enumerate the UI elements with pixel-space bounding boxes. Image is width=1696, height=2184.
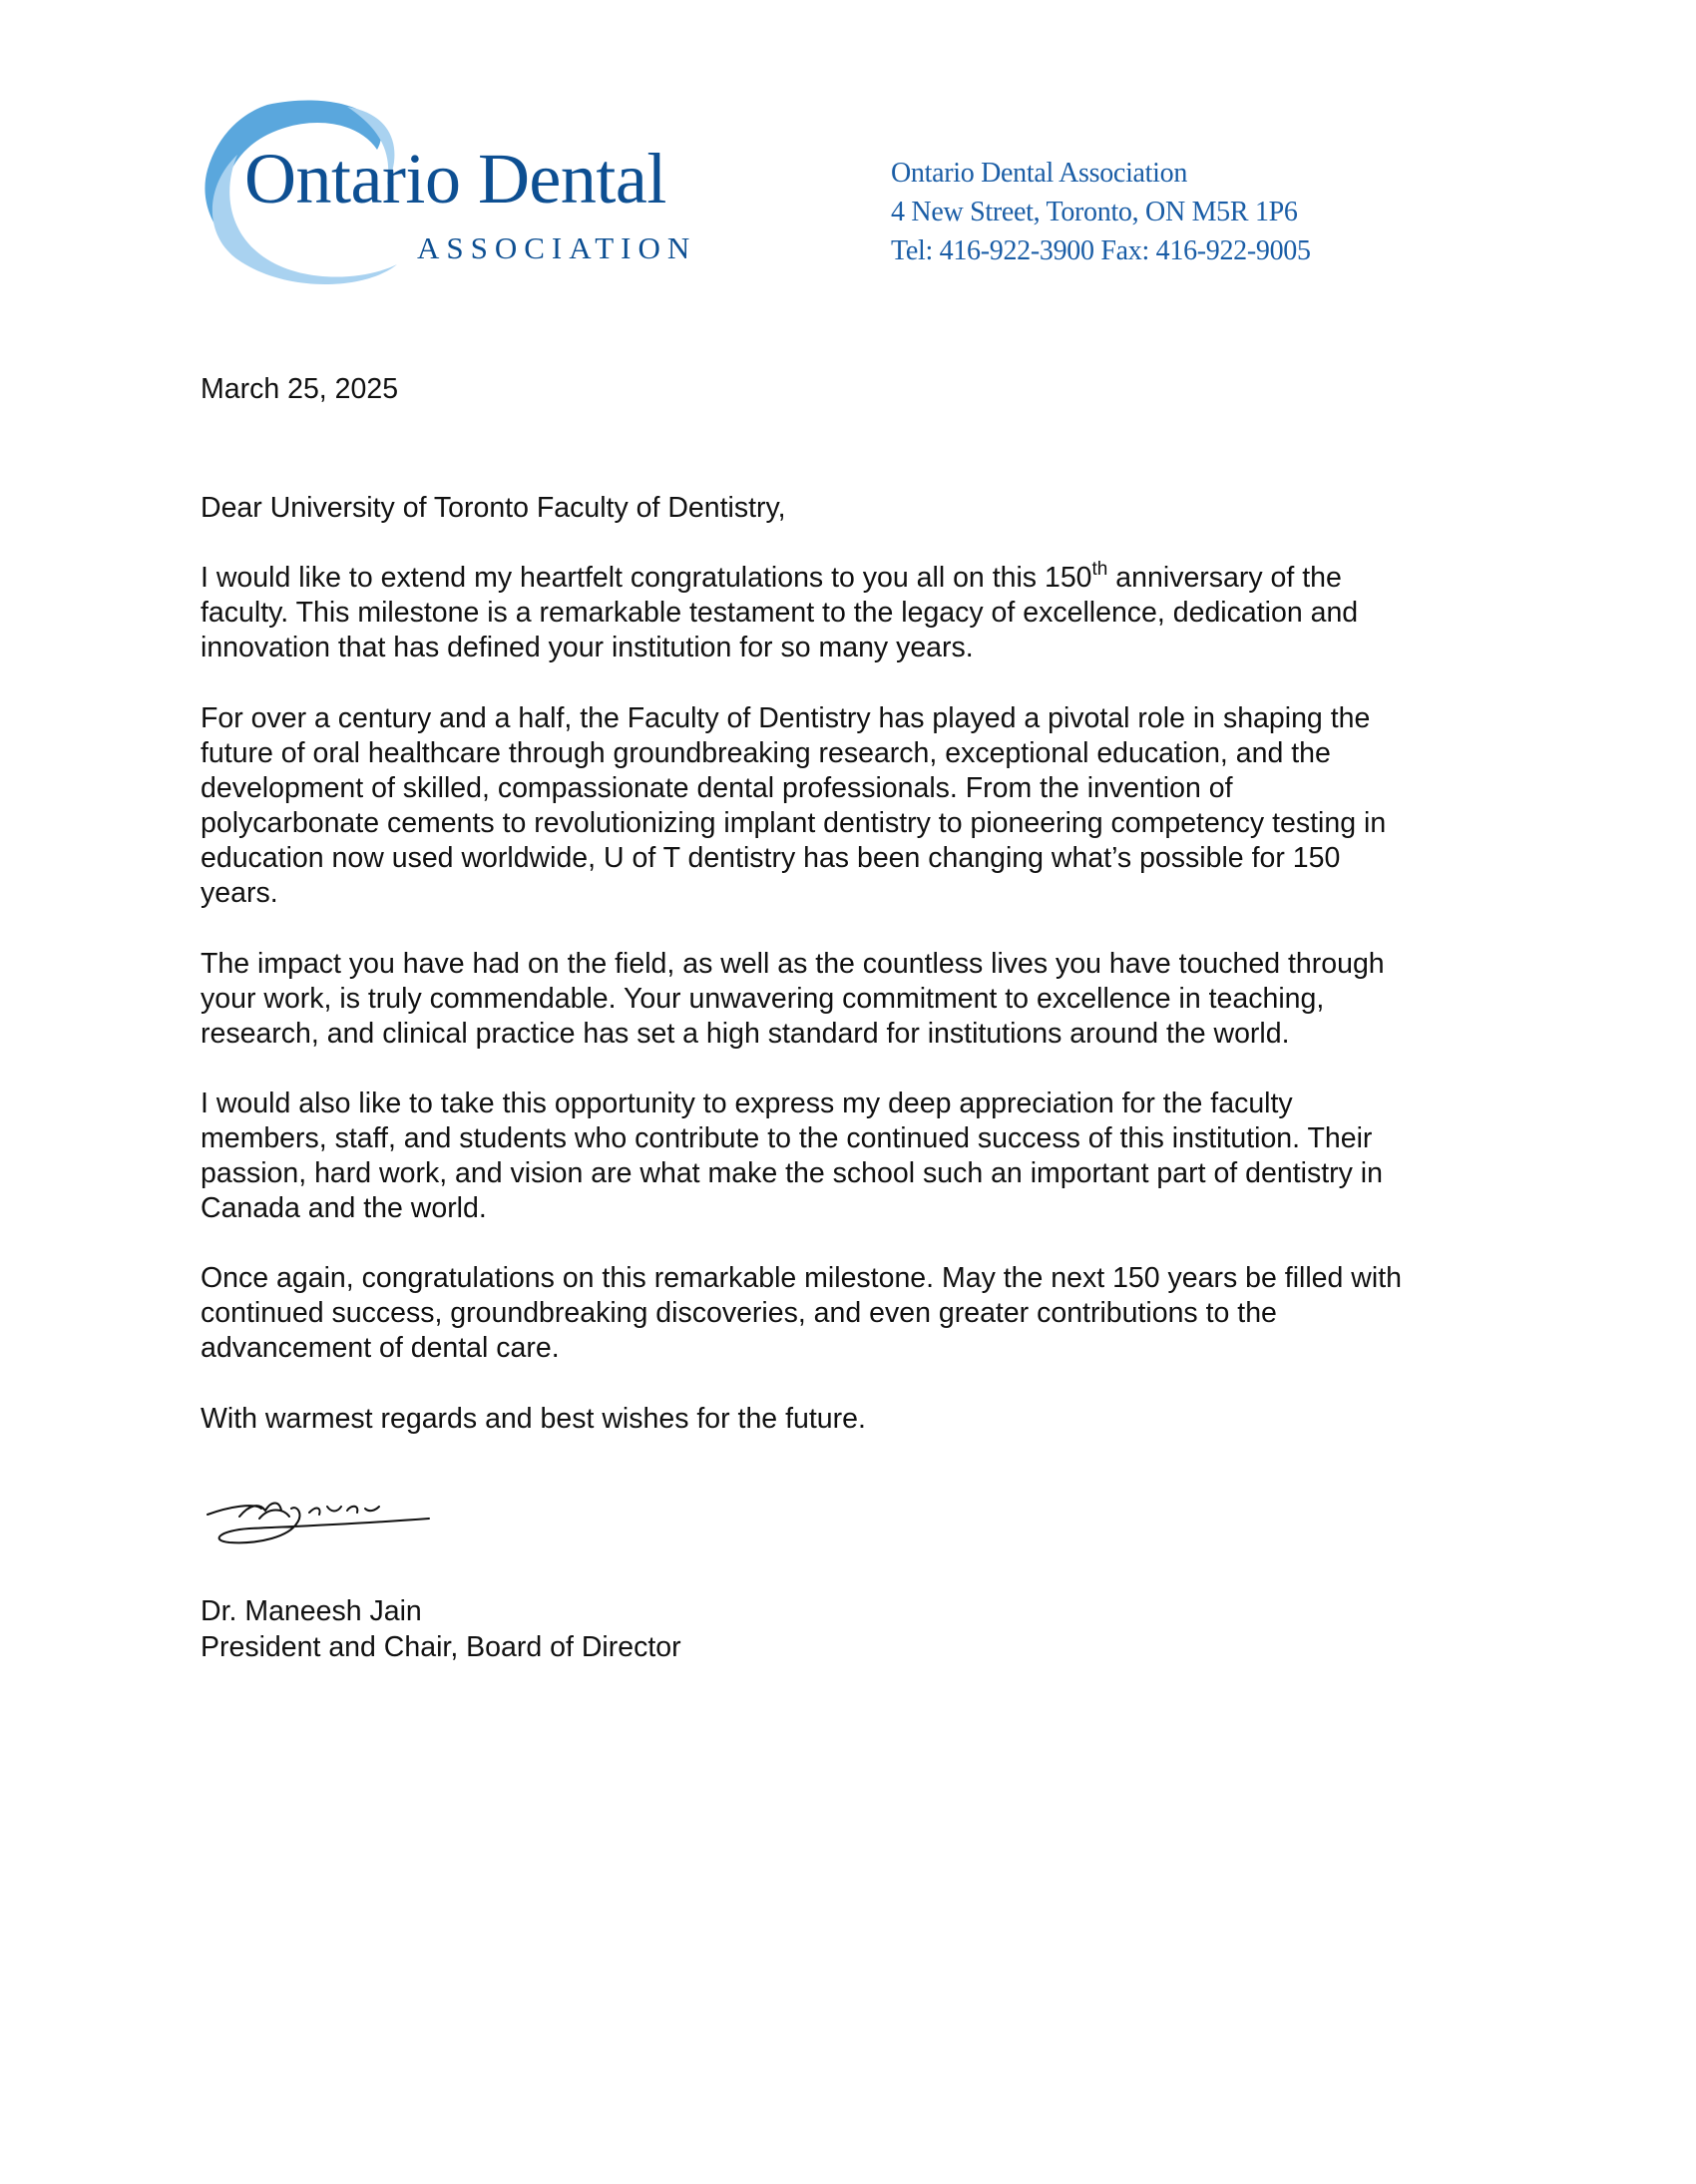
closing-line: With warmest regards and best wishes for the future. bbox=[201, 1403, 866, 1435]
text-after-superscript: anniversary of the bbox=[1107, 562, 1342, 594]
street-address: 4 New Street, Toronto, ON M5R 1P6 bbox=[891, 197, 1298, 227]
signer-name: Dr. Maneesh Jain bbox=[201, 1595, 422, 1627]
letterhead bbox=[0, 0, 1696, 299]
paragraph-line: passion, hard work, and vision are what make the school such an important part of dentistry in bbox=[201, 1157, 1383, 1189]
logo-subtitle: ASSOCIATION bbox=[417, 230, 697, 265]
paragraph-line: Once again, congratulations on this remarkable milestone. May the next 150 years be filled with bbox=[201, 1262, 1402, 1294]
handwritten-signature bbox=[200, 1487, 439, 1556]
paragraph-4 bbox=[201, 1087, 1517, 1226]
signer-block bbox=[201, 1593, 681, 1665]
signer-title: President and Chair, Board of Director bbox=[201, 1631, 681, 1663]
salutation: Dear University of Toronto Faculty of Dentistry, bbox=[201, 492, 786, 524]
paragraph-line: continued success, groundbreaking discoveries, and even greater contributions to the bbox=[201, 1297, 1277, 1329]
letter-date: March 25, 2025 bbox=[201, 373, 399, 405]
paragraph-1-line-2: faculty. This milestone is a remarkable testament to the legacy of excellence, dedication and bbox=[201, 597, 1359, 629]
paragraph-line: members, staff, and students who contribute to the continued success of this institution. Their bbox=[201, 1122, 1373, 1154]
paragraph-2 bbox=[201, 701, 1517, 911]
paragraph-1 bbox=[201, 561, 1517, 665]
paragraph-1-line-3: innovation that has defined your institution for so many years. bbox=[201, 632, 974, 663]
paragraph-line: future of oral healthcare through groundbreaking research, exceptional education, and the bbox=[201, 737, 1331, 769]
paragraph-1-line-1 bbox=[201, 561, 1517, 596]
organization-name: Ontario Dental Association bbox=[891, 158, 1188, 189]
paragraph-line: advancement of dental care. bbox=[201, 1332, 560, 1364]
paragraph-line: For over a century and a half, the Faculty of Dentistry has played a pivotal role in shaping the bbox=[201, 702, 1371, 734]
paragraph-line: your work, is truly commendable. Your unwavering commitment to excellence in teaching, bbox=[201, 983, 1325, 1015]
paragraph-5 bbox=[201, 1261, 1517, 1366]
paragraph-line: polycarbonate cements to revolutionizing implant dentistry to pioneering competency testing in bbox=[201, 807, 1387, 839]
paragraph-line: I would also like to take this opportunity to express my deep appreciation for the faculty bbox=[201, 1088, 1293, 1119]
paragraph-line: education now used worldwide, U of T dentistry has been changing what’s possible for 150 bbox=[201, 842, 1341, 874]
ontario-dental-association-logo bbox=[198, 95, 696, 289]
signature-icon bbox=[200, 1487, 439, 1556]
paragraph-line: The impact you have had on the field, as well as the countless lives you have touched through bbox=[201, 948, 1385, 980]
letterhead-address bbox=[891, 154, 1311, 270]
paragraph-line: development of skilled, compassionate dental professionals. From the invention of bbox=[201, 772, 1233, 804]
logo-name: Ontario Dental bbox=[244, 139, 666, 218]
paragraph-line: Canada and the world. bbox=[201, 1192, 487, 1224]
ordinal-superscript: th bbox=[1091, 559, 1108, 580]
paragraph-line: research, and clinical practice has set a high standard for institutions around the world. bbox=[201, 1018, 1290, 1050]
phone-fax: Tel: 416-922-3900 Fax: 416-922-9005 bbox=[891, 235, 1311, 266]
paragraph-3 bbox=[201, 947, 1517, 1052]
paragraph-line: years. bbox=[201, 877, 278, 909]
text-before-superscript: I would like to extend my heartfelt congratulations to you all on this 150 bbox=[201, 562, 1092, 594]
